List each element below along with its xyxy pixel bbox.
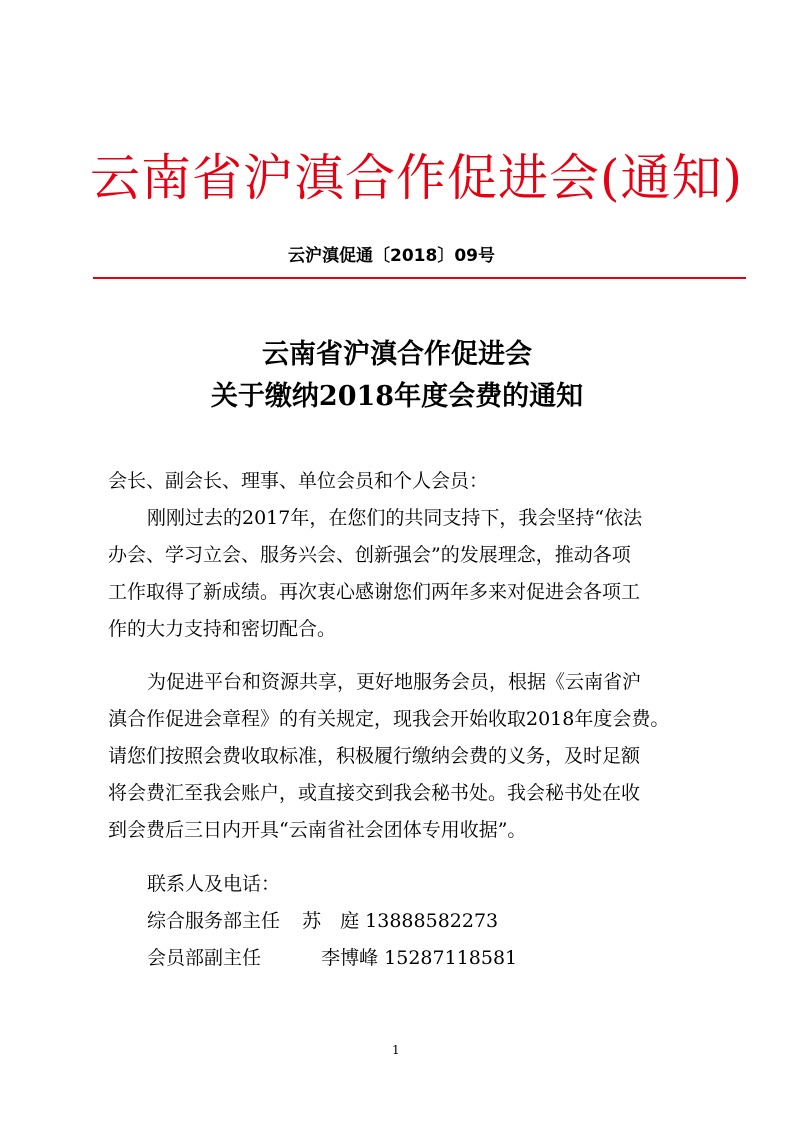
paragraph2-line: 将会费汇至我会账户，或直接交到我会秘书处。我会秘书处在收 bbox=[108, 782, 641, 804]
document-number: 云沪滇促通〔2018〕09号 bbox=[288, 246, 495, 266]
notice-title-line1: 云南省沪滇合作促进会 bbox=[262, 339, 532, 370]
contact-heading: 联系人及电话： bbox=[147, 873, 281, 895]
paragraph2-line: 为促进平台和资源共享，更好地服务会员，根据《云南省沪 bbox=[147, 671, 642, 693]
paragraph2-line: 到会费后三日内开具“云南省社会团体专用收据”。 bbox=[108, 819, 527, 841]
contact-phone: 13888582273 bbox=[365, 910, 499, 932]
letterhead-title: 云南省沪滇合作促进会(通知) bbox=[90, 149, 744, 207]
notice-title-line2: 关于缴纳2018年度会费的通知 bbox=[210, 381, 584, 412]
contact-role: 会员部副主任 bbox=[147, 947, 262, 969]
contact-role: 综合服务部主任 bbox=[147, 910, 281, 932]
contact-row bbox=[147, 940, 517, 976]
paragraph1-line: 工作取得了新成绩。再次衷心感谢您们两年多来对促进会各项工 bbox=[108, 581, 641, 603]
contact-row bbox=[147, 903, 498, 939]
paragraph1-line: 办会、学习立会、服务兴会、创新强会”的发展理念，推动各项 bbox=[108, 544, 631, 566]
paragraph2-line: 滇合作促进会章程》的有关规定，现我会开始收取2018年度会费。 bbox=[108, 708, 670, 730]
paragraph2-line: 请您们按照会费收取标准，积极履行缴纳会费的义务，及时足额 bbox=[108, 745, 641, 767]
page-number: 1 bbox=[392, 1043, 400, 1057]
salutation: 会长、副会长、理事、单位会员和个人会员： bbox=[108, 470, 489, 492]
paragraph1-line: 刚刚过去的2017年，在您们的共同支持下，我会坚持“依法 bbox=[147, 507, 643, 529]
contact-name: 苏 庭 bbox=[302, 910, 360, 932]
paragraph1-line: 作的大力支持和密切配合。 bbox=[108, 618, 337, 640]
contact-phone: 15287118581 bbox=[384, 947, 518, 969]
contact-name: 李博峰 bbox=[321, 947, 379, 969]
red-divider-line bbox=[93, 277, 746, 279]
